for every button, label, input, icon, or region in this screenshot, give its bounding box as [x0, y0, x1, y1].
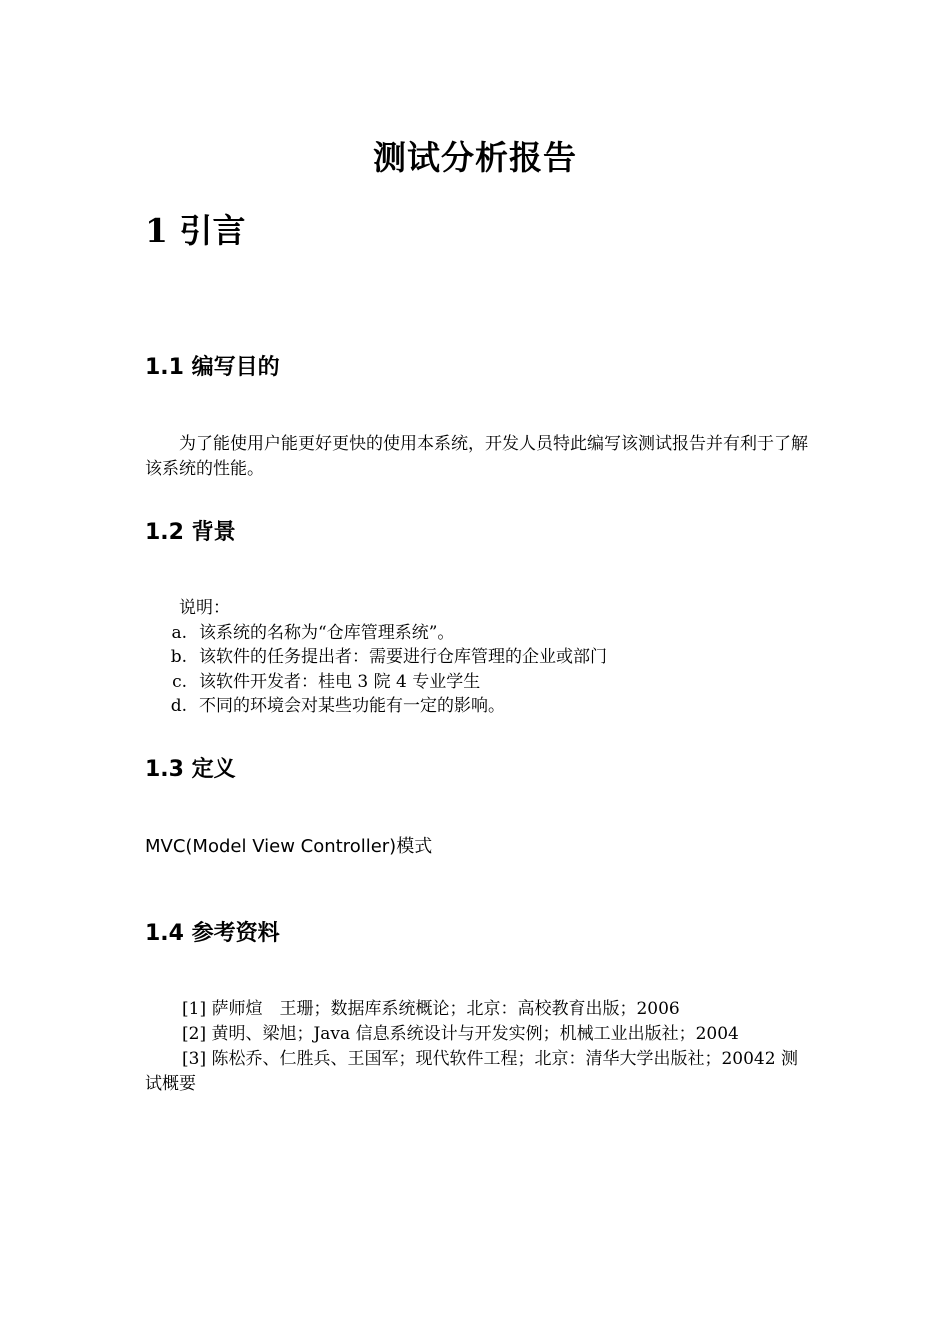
reference-item: [1] 萨师煊 王珊；数据库系统概论；北京：高校教育出版；2006: [182, 999, 680, 1019]
reference-item: [3] 陈松乔、仁胜兵、王国军；现代软件工程；北京：清华大学出版社；20042 测试概要: [145, 1049, 798, 1094]
list-marker: c.: [172, 671, 187, 692]
list-item: [145, 621, 810, 646]
section-heading-background: 1.2 背景: [145, 520, 236, 545]
section-heading-definitions: 1.3 定义: [145, 757, 236, 782]
background-intro: 说明：: [179, 598, 230, 618]
document-title: 测试分析报告: [373, 138, 577, 177]
chapter-heading: 1 引言: [145, 211, 246, 250]
list-item-text: 该系统的名称为“仓库管理系统”。: [199, 622, 455, 643]
purpose-paragraph: 为了能使用户能更好更快的使用本系统，开发人员特此编写该测试报告并有利于了解该系统的性能。: [145, 434, 808, 479]
list-marker: b.: [170, 647, 187, 667]
background-list: [145, 596, 810, 719]
list-marker: a.: [171, 622, 187, 643]
section-heading-purpose: 1.1 编写目的: [145, 355, 280, 380]
list-item-text: 该软件开发者：桂电 3 院 4 专业学生: [199, 671, 481, 692]
list-item: [145, 645, 810, 670]
list-item-text: 该软件的任务提出者：需要进行仓库管理的企业或部门: [199, 647, 607, 667]
reference-item: [2] 黄明、梁旭；Java 信息系统设计与开发实例；机械工业出版社；2004: [182, 1024, 739, 1044]
references-list: [145, 997, 810, 1097]
list-item: [145, 694, 810, 719]
list-item-text: 不同的环境会对某些功能有一定的影响。: [199, 696, 505, 716]
list-marker: d.: [170, 696, 187, 716]
definitions-paragraph: MVC(Model View Controller)模式: [145, 836, 433, 857]
list-item: [145, 670, 810, 695]
section-heading-references: 1.4 参考资料: [145, 921, 280, 946]
